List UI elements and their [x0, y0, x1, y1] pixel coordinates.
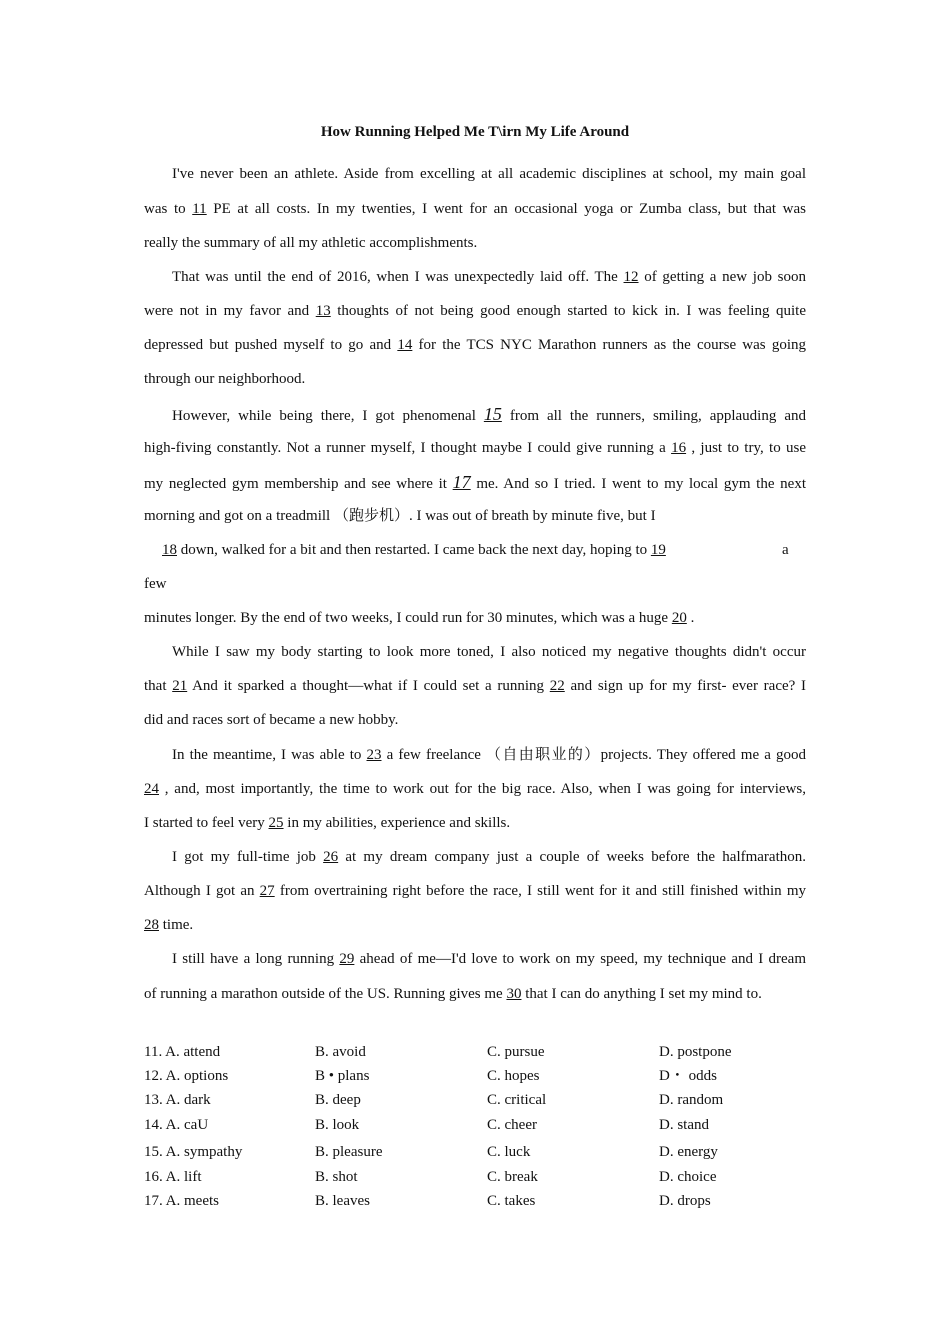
text-segment: me. And so I tried. I went to my local gym the next: [470, 476, 807, 492]
text-line: [172, 642, 806, 662]
text-segment: minutes longer. By the end of two weeks, I could run for 30 minutes, which was a huge: [144, 610, 672, 626]
text-line: [144, 233, 806, 253]
blank-number: 18: [162, 542, 177, 558]
text-segment: , just to try, to use: [686, 440, 806, 456]
text-segment: that: [144, 678, 173, 694]
text-segment: PE at all costs. In my twenties, I went for an occasional yoga or Zumba class, but that was: [206, 201, 806, 217]
text-line: [144, 369, 806, 389]
option-17-c: C. takes: [487, 1193, 536, 1209]
option-12-c: C. hopes: [487, 1068, 540, 1084]
text-line: [162, 540, 702, 560]
option-12-d: D・ odds: [659, 1068, 717, 1084]
text-segment: from all the runners, smiling, applauding and: [501, 408, 806, 424]
option-16-d: D. choice: [659, 1169, 717, 1185]
blank-number: 27: [259, 883, 275, 899]
option-17-b: B. leaves: [315, 1193, 370, 1209]
text-segment: a few freelance （自由职业的）projects. They offered me a good: [381, 747, 806, 763]
text-segment: that I can do anything I set my mind to.: [521, 986, 762, 1002]
text-segment: for the TCS NYC Marathon runners as the course was going: [412, 337, 806, 353]
text-segment: time.: [159, 917, 194, 933]
option-17-a: 17. A. meets: [144, 1193, 219, 1209]
option-12-a: 12. A. options: [144, 1068, 229, 1084]
text-line: [144, 915, 806, 935]
blank-number: 22: [549, 678, 565, 694]
text-segment: were not in my favor and: [144, 303, 316, 319]
option-16-b: B. shot: [315, 1169, 358, 1185]
option-11-c: C. pursue: [487, 1044, 545, 1060]
text-line: [144, 438, 806, 458]
text-segment: I've never been an athlete. Aside from excelling at all academic disciplines at school, my main goal: [172, 166, 806, 182]
blank-number: 13: [315, 303, 331, 319]
text-segment: my neglected gym membership and see where it: [144, 476, 453, 492]
blank-number: 12: [623, 269, 639, 285]
text-line: [144, 984, 806, 1004]
text-line: [172, 847, 806, 867]
option-15-c: C. luck: [487, 1144, 531, 1160]
option-13-a: 13. A. dark: [144, 1092, 211, 1108]
blank-number: 24: [144, 781, 159, 797]
text-segment: and sign up for my first- ever race? I: [564, 678, 806, 694]
text-line: [144, 301, 806, 321]
text-segment: at my dream company just a couple of weeks before the halfmarathon.: [338, 849, 807, 865]
text-segment: I still have a long running: [172, 951, 340, 967]
text-segment: high-fiving constantly. Not a runner myself, I thought maybe I could give running a: [144, 440, 672, 456]
text-line: [144, 710, 806, 730]
option-14-d: D. stand: [659, 1117, 709, 1133]
option-16-c: C. break: [487, 1169, 538, 1185]
blank-number: 30: [506, 986, 522, 1002]
option-15-d: D. energy: [659, 1144, 718, 1160]
blank-number: 25: [268, 815, 284, 831]
text-segment: depressed but pushed myself to go and: [144, 337, 398, 353]
text-line: [144, 574, 806, 594]
text-segment: And it sparked a thought—what if I could set a running: [187, 678, 550, 694]
text-segment: While I saw my body starting to look more toned, I also noticed my negative thoughts didn't occur: [172, 644, 806, 660]
text-segment: in my abilities, experience and skills.: [283, 815, 511, 831]
text-line: [144, 676, 806, 696]
blank-number: 15: [483, 404, 502, 424]
blank-number: 29: [339, 951, 355, 967]
page-title: How Running Helped Me T\irn My Life Around: [320, 124, 630, 140]
option-11-b: B. avoid: [315, 1044, 366, 1060]
option-14-b: B. look: [315, 1117, 360, 1133]
text-segment: In the meantime, I was able to: [172, 747, 367, 763]
blank-number: 23: [366, 747, 382, 763]
text-segment: really the summary of all my athletic accomplishments.: [144, 235, 478, 251]
option-17-d: D. drops: [659, 1193, 711, 1209]
text-segment: did and races sort of became a new hobby.: [144, 712, 399, 728]
option-16-a: 16. A. lift: [144, 1169, 202, 1185]
option-15-a: 15. A. sympathy: [144, 1144, 243, 1160]
text-line: [144, 199, 806, 219]
text-segment: of getting a new job soon: [638, 269, 806, 285]
text-segment: of running a marathon outside of the US. Running gives me: [144, 986, 507, 1002]
blank-number: 28: [144, 917, 159, 933]
option-13-d: D. random: [659, 1092, 724, 1108]
option-11-a: 11. A. attend: [144, 1044, 221, 1060]
text-line: [172, 745, 806, 765]
text-segment: few: [144, 576, 167, 592]
blank-number: 11: [192, 201, 207, 217]
option-13-c: C. critical: [487, 1092, 547, 1108]
text-segment: , and, most importantly, the time to work out for the big race. Also, when I was going for interviews,: [159, 781, 806, 797]
text-line: [144, 335, 806, 355]
text-line: a: [782, 542, 789, 558]
text-segment: .: [686, 610, 695, 626]
text-segment: was to: [144, 201, 193, 217]
text-segment: Although I got an: [144, 883, 260, 899]
text-line: [172, 267, 806, 287]
text-line: [144, 472, 806, 494]
text-line: [144, 881, 806, 901]
text-line: [172, 949, 806, 969]
text-line: [144, 608, 806, 628]
option-13-b: B. deep: [315, 1092, 361, 1108]
option-15-b: B. pleasure: [315, 1144, 383, 1160]
blank-number: 20: [671, 610, 687, 626]
text-segment: ahead of me—I'd love to work on my speed, my technique and I dream: [354, 951, 806, 967]
blank-number: 26: [323, 849, 339, 865]
option-14-c: C. cheer: [487, 1117, 537, 1133]
text-line: [144, 506, 806, 526]
text-segment: thoughts of not being good enough started to kick in. I was feeling quite: [330, 303, 807, 319]
option-12-b: B • plans: [315, 1068, 370, 1084]
text-segment: I started to feel very: [144, 815, 269, 831]
text-line: [172, 404, 806, 426]
option-11-d: D. postpone: [659, 1044, 732, 1060]
text-segment: morning and got on a treadmill （跑步机）. I was out of breath by minute five, but I: [144, 508, 656, 524]
option-14-a: 14. A. caU: [144, 1117, 209, 1133]
text-segment: However, while being there, I got phenomenal: [172, 408, 484, 424]
text-segment: I got my full-time job: [172, 849, 324, 865]
text-line: [144, 779, 806, 799]
text-segment: down, walked for a bit and then restarted. I came back the next day, hoping to: [177, 542, 651, 558]
blank-number: 19: [650, 542, 666, 558]
text-segment: from overtraining right before the race, I still went for it and still finished within my: [274, 883, 806, 899]
blank-number: 17: [452, 472, 471, 492]
blank-number: 14: [397, 337, 413, 353]
text-segment: That was until the end of 2016, when I was unexpectedly laid off. The: [172, 269, 624, 285]
blank-number: 21: [172, 678, 188, 694]
text-line: [144, 813, 806, 833]
blank-number: 16: [671, 440, 687, 456]
text-segment: through our neighborhood.: [144, 371, 306, 387]
text-line: [172, 164, 806, 184]
